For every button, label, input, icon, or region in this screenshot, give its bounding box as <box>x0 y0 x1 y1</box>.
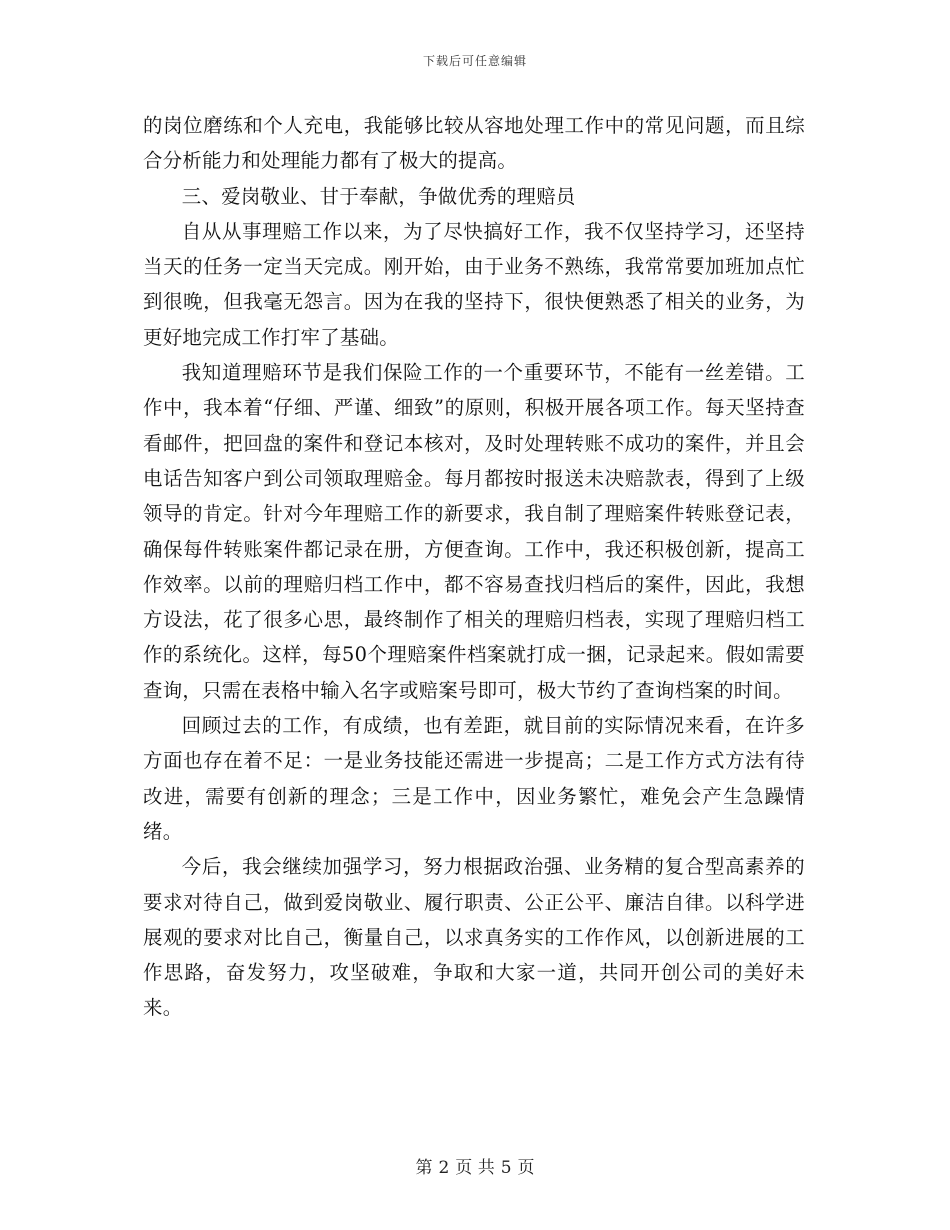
footer-prefix: 第 <box>415 1158 433 1178</box>
paragraph: 自从从事理赔工作以来，为了尽快搞好工作，我不仅坚持学习，还坚持当天的任务一定当天完成。刚开始，由于业务不熟练，我常常要加班加点忙到很晚，但我毫无怨言。因为在我的坚持下，很快便熟悉了相关的业务，为更好地完成工作打牢了基础。 <box>143 219 805 349</box>
current-page-number: 2 <box>438 1158 450 1178</box>
paragraph: 我知道理赔环节是我们保险工作的一个重要环节，不能有一丝差错。工作中，我本着“仔细、严谨、细致”的原则，积极开展各项工作。每天坚持查看邮件，把回盘的案件和登记本核对，及时处理转账不成功的案件，并且会电话告知客户到公司领取理赔金。每月都按时报送未决赔款表，得到了上级领导的肯定。针对今年理赔工作的新要求，我自制了理赔案件转账登记表，确保每件转账案件都记录在册，方便查询。工作中，我还积极创新，提高工作效率。以前的理赔归档工作中，都不容易查找归档后的案件，因此，我想方设法，花了很多心思，最终制作了相关的理赔归档表，实现了理赔归档工作的系统化。这样，每50个理赔案件档案就打成一捆，记录起来。假如需要查询，只需在表格中输入名字或赔案号即可，极大节约了查询档案的时间。 <box>143 361 805 702</box>
footer-page-word: 页 <box>455 1158 473 1178</box>
paragraph: 回顾过去的工作，有成绩，也有差距，就目前的实际情况来看，在许多方面也存在着不足：一是业务技能还需进一步提高；二是工作方式方法有待改进，需要有创新的理念；三是工作中，因业务繁忙，难免会产生急躁情绪。 <box>143 714 805 843</box>
total-page-number: 5 <box>500 1158 512 1178</box>
page-footer <box>0 1153 950 1178</box>
page-header: 下载后可任意编辑 <box>422 54 527 68</box>
paragraph-continuation: 的岗位磨练和个人充电，我能够比较从容地处理工作中的常见问题，而且综合分析能力和处理能力都有了极大的提高。 <box>143 114 805 173</box>
document-body <box>143 108 805 1026</box>
paragraph: 今后，我会继续加强学习，努力根据政治强、业务精的复合型高素养的要求对待自己，做到爱岗敬业、履行职责、公正公平、廉洁自律。以科学进展观的要求对比自己，衡量自己，以求真务实的工作作风，以创新进展的工作思路，奋发努力，攻坚破难，争取和大家一道，共同开创公司的美好未来。 <box>143 855 805 1020</box>
footer-suffix: 页 <box>517 1158 535 1178</box>
footer-total-word: 共 <box>477 1158 495 1178</box>
section-heading: 三、爱岗敬业、甘于奉献，争做优秀的理赔员 <box>181 184 576 208</box>
